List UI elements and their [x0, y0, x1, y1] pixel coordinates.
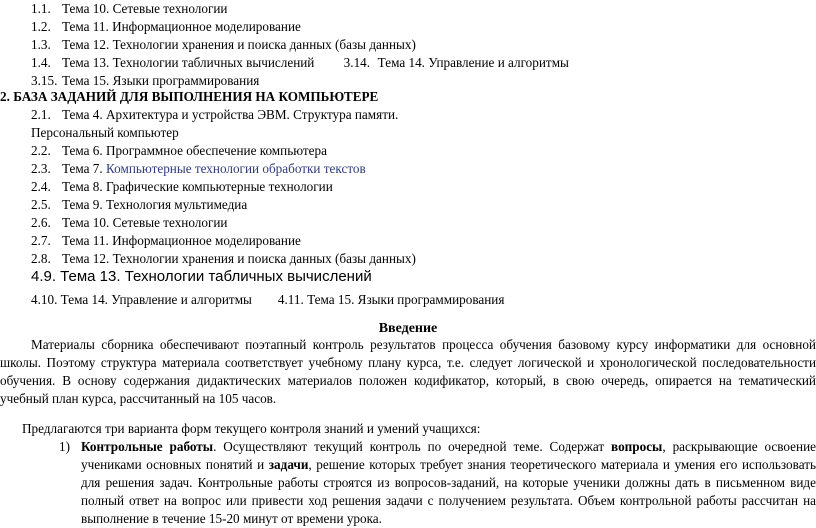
- toc-item-text: Тема 12. Технологии хранения и поиска данных (базы данных): [62, 37, 416, 52]
- toc-item-number: 1.1.: [31, 1, 51, 16]
- list-text: , раскрывающие освоение учениками основных понятий и: [81, 439, 816, 472]
- toc-item: [31, 106, 398, 124]
- toc-item: [31, 18, 301, 36]
- toc-item-text: Тема 6. Программное обеспечение компьютера: [62, 143, 327, 158]
- toc-item-number: 2.5.: [31, 197, 51, 212]
- toc-item: [31, 142, 327, 160]
- toc-item-number: 2.3.: [31, 161, 51, 176]
- toc-item-text: 4.11. Тема 15. Языки программирования: [277, 292, 505, 307]
- toc-item-text: Тема 9. Технология мультимедиа: [62, 197, 248, 212]
- toc-item-text: Тема 4. Архитектура и устройства ЭВМ. Структура памяти.: [62, 107, 399, 122]
- toc-item-text: Тема 11. Информационное моделирование: [62, 233, 301, 248]
- toc-item-text: Тема 13. Технологии табличных вычислений: [62, 55, 315, 70]
- toc-item: 4.9. Тема 13. Технологии табличных вычислений: [31, 268, 372, 285]
- toc-item-number: 2.4.: [31, 179, 51, 194]
- toc-item-number: 3.15.: [31, 73, 58, 88]
- toc-item-text: Тема 11. Информационное моделирование: [62, 19, 301, 34]
- toc-item-text: Тема 15. Языки программирования: [62, 73, 260, 88]
- list-text: , решение которых требует знания теоретического материала и умения его использовать для решения задач. Контрольные работы строятся из вопросов-заданий, на которые ученики должны дать в письменном виде полный ответ на вопрос или привести ход решения задачи с получением результата. Объем контрольной работы рассчитан на выполнение в течение 15-20 минут от времени урока.: [81, 457, 816, 526]
- toc-item-text: Тема 14. Управление и алгоритмы: [377, 55, 569, 70]
- toc-item-continuation: Персональный компьютер: [31, 125, 179, 140]
- toc-item: [31, 196, 247, 214]
- bold-term: задачи: [268, 457, 309, 472]
- toc-item-number: 1.2.: [31, 19, 51, 34]
- toc-item: [31, 214, 227, 232]
- bold-term: вопросы: [611, 439, 663, 454]
- toc-item-number: 2.6.: [31, 215, 51, 230]
- toc-item-number: 2.2.: [31, 143, 51, 158]
- intro-title: Введение: [378, 321, 438, 336]
- toc-item-number: 1.4.: [31, 55, 51, 70]
- section-heading: 2. БАЗА ЗАДАНИЙ ДЛЯ ВЫПОЛНЕНИЯ НА КОМПЬЮТЕРЕ: [0, 89, 379, 104]
- intro-paragraph: Предлагаются три варианта форм текущего контроля знаний и умений учащихся:: [22, 421, 481, 436]
- toc-item: [31, 291, 504, 309]
- toc-item-text: Тема 12. Технологии хранения и поиска данных (базы данных): [62, 251, 416, 266]
- toc-item-text: Тема 8. Графические компьютерные технологии: [62, 179, 333, 194]
- toc-item-text: Тема 7.: [62, 161, 106, 176]
- list-item: [81, 438, 816, 528]
- toc-link[interactable]: Компьютерные технологии обработки текстов: [106, 161, 366, 176]
- list-text: . Осуществляют текущий контроль по очередной теме. Содержат: [213, 439, 612, 454]
- list-number: 1): [59, 439, 70, 454]
- intro-paragraph: Материалы сборника обеспечивают поэтапный контроль результатов процесса обучения базовому курсу информатики для основной школы. Поэтому структура материала соответствует учебному плану курса, т.е. следует логической и хронологической последовательности обучения. В основу содержания дидактических материалов положен кодификатор, который, в свою очередь, опирается на тематический учебный план курса, рассчитанный на 105 часов.: [0, 337, 816, 406]
- toc-item: [31, 232, 301, 250]
- toc-item: [31, 178, 333, 196]
- toc-item-text: Тема 10. Сетевые технологии: [62, 1, 228, 16]
- toc-item-number: 2.7.: [31, 233, 51, 248]
- bold-term: Контрольные работы: [81, 439, 214, 454]
- toc-item: [31, 54, 569, 72]
- toc-item: [31, 36, 416, 54]
- toc-item-number: 2.8.: [31, 251, 51, 266]
- toc-item-text: 4.10. Тема 14. Управление и алгоритмы: [31, 292, 252, 307]
- toc-item: [31, 250, 416, 268]
- toc-item: [31, 0, 227, 18]
- toc-item-number: 2.1.: [31, 107, 51, 122]
- toc-item-text: Тема 10. Сетевые технологии: [62, 215, 228, 230]
- toc-item-number: 3.14.: [343, 55, 371, 70]
- toc-item: [31, 160, 366, 178]
- toc-item-number: 1.3.: [31, 37, 51, 52]
